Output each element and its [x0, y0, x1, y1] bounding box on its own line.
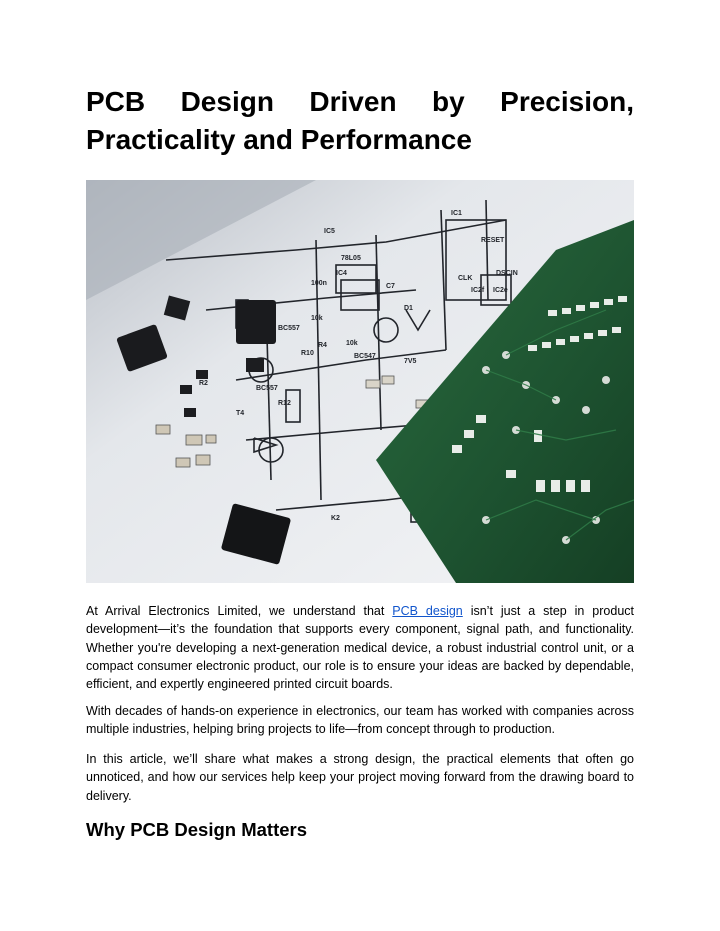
svg-text:D1: D1: [404, 305, 413, 312]
svg-text:IC1: IC1: [451, 210, 462, 217]
svg-text:CLK: CLK: [458, 275, 473, 282]
svg-text:BC547: BC547: [354, 353, 376, 360]
svg-text:78L05: 78L05: [341, 255, 361, 262]
svg-text:10k: 10k: [311, 315, 323, 322]
svg-text:BC557: BC557: [256, 385, 278, 392]
pcb-photo-illustration: [86, 180, 634, 583]
svg-text:R4: R4: [318, 342, 327, 349]
pcb-photo: [86, 180, 634, 583]
svg-text:R10: R10: [301, 350, 314, 357]
article-title: PCB Design Driven by Precision, Practicality and Performance: [86, 86, 634, 155]
svg-text:BC557: BC557: [278, 325, 300, 332]
svg-text:7V5: 7V5: [404, 358, 417, 365]
svg-text:K2: K2: [331, 515, 340, 522]
svg-text:T4: T4: [236, 410, 245, 417]
svg-text:IC4: IC4: [336, 270, 347, 277]
section-heading: Why PCB Design Matters: [86, 819, 308, 840]
article-overview-paragraph: In this article, we’ll share what makes a strong design, the practical elements that often go unnoticed, and how our services help keep your project moving forward from the drawing board to delivery.: [86, 752, 634, 803]
svg-text:IC2f: IC2f: [471, 287, 485, 294]
svg-text:C7: C7: [386, 283, 395, 290]
pcb-design-link[interactable]: PCB design: [392, 604, 463, 618]
intro-paragraph: [86, 602, 634, 693]
svg-text:IC5: IC5: [324, 228, 335, 235]
svg-text:DSCIN: DSCIN: [496, 270, 518, 277]
svg-text:R12: R12: [278, 400, 291, 407]
svg-text:IC2e: IC2e: [493, 287, 508, 294]
svg-text:100n: 100n: [311, 280, 327, 287]
svg-text:R2: R2: [199, 380, 208, 387]
intro-text-end: isn’t just a step in product development—it’s the foundation that supports every component, signal path, and functionality. Whether you're developing a next-generation medical device, a robust industrial control unit, or a compact consumer electronic product, our role is to ensure your ideas are backed by dependable, efficient, and expertly engineered printed circuit boards.: [86, 604, 634, 692]
svg-text:RESET: RESET: [481, 237, 505, 244]
intro-text-start: At Arrival Electronics Limited, we understand that: [86, 604, 393, 618]
svg-text:10k: 10k: [346, 340, 358, 347]
experience-paragraph: With decades of hands-on experience in electronics, our team has worked with companies across multiple industries, helping bring projects to life—from concept through to production.: [86, 704, 634, 737]
